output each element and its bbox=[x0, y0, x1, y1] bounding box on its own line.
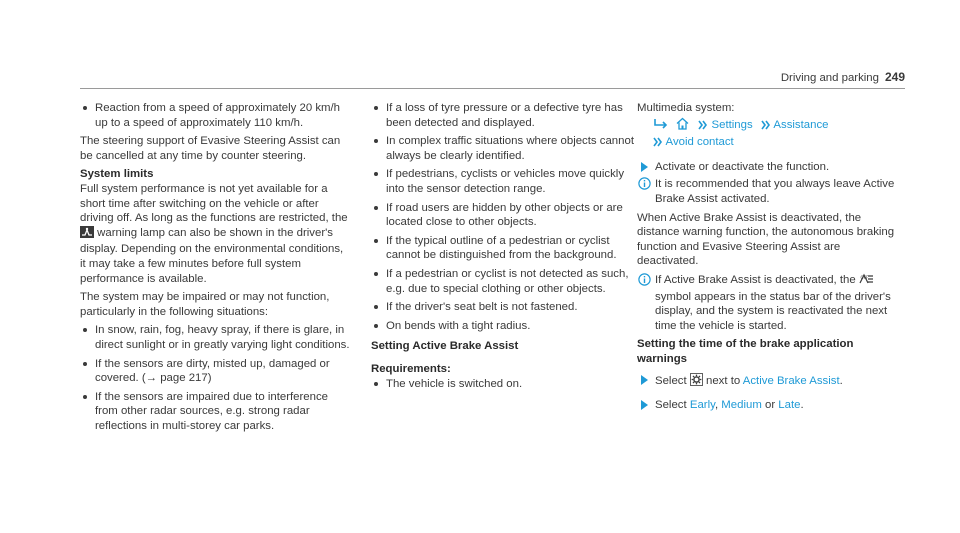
bullet-dot bbox=[374, 172, 378, 176]
bullet-dot bbox=[83, 328, 87, 332]
step-text: , bbox=[714, 399, 719, 412]
page-number: 249 bbox=[884, 70, 905, 84]
option-early[interactable]: Early bbox=[689, 399, 715, 412]
bullet-dot bbox=[83, 106, 87, 110]
list-item bbox=[371, 134, 637, 163]
info-icon bbox=[638, 177, 651, 195]
warning-lamp-icon bbox=[80, 226, 94, 243]
page-reference-link[interactable]: If the sensors are dirty, misted up, damaged or covered. (→ page 217) bbox=[95, 357, 330, 385]
arrow-return-icon bbox=[653, 118, 669, 135]
gear-icon[interactable] bbox=[690, 373, 703, 391]
list-item-text: Reaction from a speed of approximately 20 km/h up to a speed of approximately 110 km/h. bbox=[95, 102, 341, 129]
note-text-b: symbol appears in the status bar of the driver's display, and the system is reactivated the next time the vehicle is started. bbox=[655, 290, 891, 332]
option-medium[interactable]: Medium bbox=[721, 399, 762, 412]
multimedia-label: Multimedia system: bbox=[637, 102, 735, 114]
list-item bbox=[371, 377, 637, 392]
list-item bbox=[371, 101, 637, 130]
list-item bbox=[371, 201, 637, 230]
system-limits-heading: System limits bbox=[80, 168, 154, 181]
limits-text-a: Full system performance is not yet available for a short time after switching on the vehicle or after driving off. As long as the functions are restricted, the bbox=[80, 182, 348, 225]
bullet-dot bbox=[374, 106, 378, 110]
step-text: . bbox=[839, 374, 843, 387]
step-arrow-icon bbox=[641, 400, 648, 410]
limits-text-b: warning lamp can also be shown in the driver's display. Depending on the environmental conditions, it may take a few minutes before full system performance is available. bbox=[80, 226, 344, 285]
list-item-text: In snow, rain, fog, heavy spray, if there is glare, in direct sunlight or in greatly varying light conditions. bbox=[95, 324, 350, 351]
list-item-text: If a loss of tyre pressure or a defective tyre has been detected and displayed. bbox=[386, 102, 623, 129]
list-item-text: In complex traffic situations where objects cannot always be clearly identified. bbox=[386, 135, 634, 162]
step-select-timing bbox=[637, 398, 899, 413]
column-2 bbox=[371, 101, 637, 395]
requirements-heading: Requirements: bbox=[371, 362, 451, 375]
list-item-text: If a pedestrian or cyclist is not detected as such, e.g. due to special clothing or other objects. bbox=[386, 267, 629, 295]
reaction-list bbox=[80, 101, 350, 130]
header-divider bbox=[80, 88, 905, 89]
chevron-double-icon bbox=[761, 120, 771, 135]
bullet-dot bbox=[83, 395, 87, 399]
step-arrow-icon bbox=[641, 162, 648, 172]
info-icon bbox=[638, 273, 651, 291]
situations-list bbox=[80, 323, 350, 433]
list-item bbox=[371, 300, 637, 315]
bullet-dot bbox=[374, 206, 378, 210]
list-item bbox=[371, 267, 637, 296]
menu-avoid-contact[interactable]: Avoid contact bbox=[665, 136, 734, 149]
running-header bbox=[781, 70, 905, 86]
bullet-dot bbox=[374, 305, 378, 309]
svg-text:OFF: OFF bbox=[860, 274, 869, 280]
deactivated-paragraph: When Active Brake Assist is deactivated, the distance warning function, the autonomous braking function and Evasive Steering Assist are deactivated. bbox=[637, 211, 895, 268]
step-arrow-icon bbox=[641, 375, 648, 385]
list-item-text: If road users are hidden by other objects or are located close to other objects. bbox=[386, 201, 623, 229]
brake-warning-heading: Setting the time of the brake application warnings bbox=[637, 338, 854, 365]
abs-off-symbol-icon bbox=[859, 273, 874, 290]
bullet-dot bbox=[374, 324, 378, 328]
list-item bbox=[80, 390, 350, 434]
menu-assistance[interactable]: Assistance bbox=[773, 118, 829, 131]
list-item-text: If pedestrians, cyclists or vehicles move quickly into the sensor detection range. bbox=[386, 168, 625, 195]
step-text: or bbox=[764, 399, 776, 412]
list-item bbox=[80, 101, 350, 130]
list-item bbox=[371, 167, 637, 196]
menu-path-2 bbox=[637, 135, 899, 152]
situations-list-continued bbox=[371, 101, 637, 333]
impaired-paragraph: The system may be impaired or may not function, particularly in the following situations: bbox=[80, 291, 330, 318]
chevron-double-icon bbox=[653, 137, 663, 152]
option-late[interactable]: Late bbox=[778, 399, 801, 412]
list-item-text: If the typical outline of a pedestrian or cyclist cannot be distinguished from the background. bbox=[386, 234, 617, 262]
section-title: Driving and parking bbox=[780, 72, 879, 84]
note-text-a: If Active Brake Assist is deactivated, the bbox=[655, 273, 856, 286]
note-recommend bbox=[637, 177, 899, 206]
list-item-text: The vehicle is switched on. bbox=[386, 377, 523, 390]
list-item-text: If the driver's seat belt is not fastened. bbox=[386, 301, 578, 314]
limits-paragraph bbox=[80, 182, 350, 286]
steering-note: The steering support of Evasive Steering Assist can be cancelled at any time by counter steering. bbox=[80, 135, 341, 162]
requirements-list bbox=[371, 377, 637, 392]
home-icon[interactable] bbox=[676, 117, 689, 135]
bullet-dot bbox=[374, 382, 378, 386]
step-text: . bbox=[800, 399, 804, 412]
step-text: Activate or deactivate the function. bbox=[655, 160, 830, 173]
list-item bbox=[371, 234, 637, 263]
active-brake-assist-option[interactable]: Active Brake Assist bbox=[742, 374, 840, 387]
column-3 bbox=[637, 101, 899, 416]
step-text: next to bbox=[706, 374, 741, 387]
bullet-dot bbox=[374, 239, 378, 243]
bullet-dot bbox=[374, 272, 378, 276]
column-1 bbox=[80, 101, 350, 437]
list-item bbox=[80, 323, 350, 352]
step-activate bbox=[637, 160, 899, 175]
step-text: Select bbox=[655, 374, 687, 387]
list-item bbox=[80, 357, 350, 386]
list-item-text: If the sensors are impaired due to interference from other radar sources, e.g. strong radar reflections in multi-storey car parks. bbox=[95, 390, 329, 432]
menu-settings[interactable]: Settings bbox=[711, 118, 753, 131]
step-text: Select bbox=[655, 399, 687, 412]
step-select-gear bbox=[637, 373, 899, 391]
bullet-dot bbox=[83, 362, 87, 366]
menu-path bbox=[637, 117, 899, 135]
list-item bbox=[371, 319, 637, 334]
bullet-dot bbox=[374, 139, 378, 143]
list-item-text: On bends with a tight radius. bbox=[386, 319, 531, 332]
note-symbol bbox=[637, 273, 899, 333]
setting-abs-heading: Setting Active Brake Assist bbox=[371, 340, 519, 353]
note-text: It is recommended that you always leave Active Brake Assist activated. bbox=[655, 178, 895, 205]
chevron-double-icon bbox=[698, 120, 708, 135]
